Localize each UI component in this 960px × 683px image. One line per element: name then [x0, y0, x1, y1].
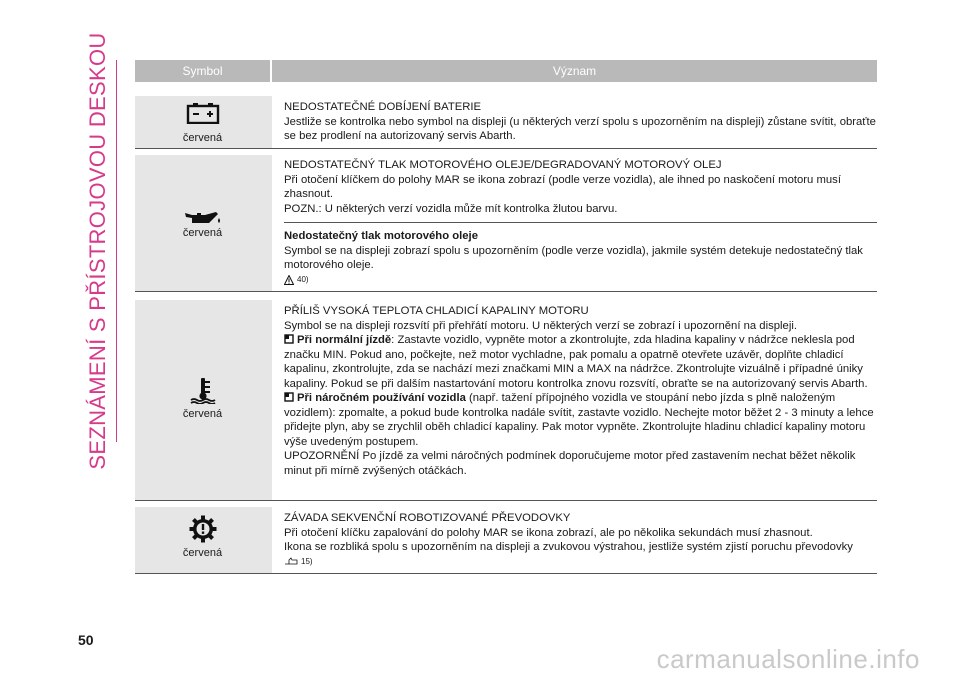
oil-can-icon [135, 210, 270, 226]
reference-number: 15) [301, 556, 313, 566]
symbol-cell [135, 507, 270, 573]
row-warning: UPOZORNĚNÍ Po jízdě za velmi náročných podmínek doporučujeme motor před zastavením nechat běžet několik minut při mírně zvýšených otáčkách. [284, 450, 856, 477]
bullet-title: Při náročném používání vozidla [297, 392, 466, 404]
color-label: červená [182, 408, 223, 420]
battery-icon [135, 102, 270, 124]
side-divider-line [116, 60, 117, 442]
bullet-text: : Zastavte vozidlo, vypněte motor a zkontrolujte, zda hladina kapaliny v nádržce neklesla pod značku MIN. Pokud ano, počkejte, než motor vychladne, pak pomalu a opatrně otevřete uzávěr, doplňte chladicí kapalinu, zkontrolujte, zda se nachází mezi značkami MIN a MAX na nádržce. Zkontrolujte vizuálně i případné úniky kapaliny. Pokud se při dalším nastartování motoru kontrolka znovu rozsvítí, obraťte se na autorizovaný servis Abarth. [284, 334, 868, 390]
bullet-text: (např. tažení přípojného vozidla ve stoupání nebo jízda s plně naloženým vozidlem): zpomalte, a pokud bude kontrolka nadále svítit, zastavte vozidlo. Nechejte motor běžet 2 - 3 minuty a lehce přidejte plyn, aby se zrychlil oběh chladicí kapaliny. Pak motor vypněte. Zkontrolujte hladinu chladicí kapaliny motoru výše uvedeným postupem. [284, 392, 874, 448]
row-text: Symbol se na displeji rozsvítí při přehřátí motoru. U některých verzí se zobrazí i upozornění na displeji. [284, 319, 797, 332]
table-header [135, 60, 877, 82]
meaning-cell [272, 96, 877, 148]
table-row-battery [135, 96, 877, 149]
row-title: PŘÍLIŠ VYSOKÁ TEPLOTA CHLADICÍ KAPALINY MOTORU [284, 305, 589, 317]
bullet-title: Při normální jízdě [297, 334, 392, 346]
symbol-cell [135, 300, 270, 500]
meaning-cell [272, 300, 877, 500]
watermark: carmanualsonline.info [656, 644, 920, 674]
row-text: Jestliže se kontrolka nebo symbol na displeji (u některých verzí spolu s upozorněním na displeji) zůstane svítit, obraťte se bez prodlení na autorizovaný servis Abarth. [284, 115, 876, 142]
bullet-heavy-use [284, 391, 877, 449]
reference [284, 275, 877, 285]
row-text: Při otočení klíčku zapalování do polohy MAR se ikona zobrazí, ale po několika sekundách musí zhasnout. [284, 526, 813, 539]
color-label: červená [182, 547, 223, 559]
table-row-coolant [135, 300, 877, 501]
bullet-normal-driving [284, 333, 877, 391]
row-text-2: Ikona se rozbliká spolu s upozorněním na displeji a zvukovou výstrahou, jestliže systém zjistí poruchu převodovky [284, 541, 853, 553]
meaning-cell [272, 155, 877, 291]
header-symbol: Symbol [182, 64, 223, 78]
color-label: červená [182, 227, 223, 239]
reference [284, 557, 877, 566]
row-title: NEDOSTATEČNÝ TLAK MOTOROVÉHO OLEJE/DEGRADOVANÝ MOTOROVÝ OLEJ [284, 159, 722, 171]
reference-number: 40) [297, 275, 309, 284]
sub-text: Symbol se na displeji zobrazí spolu s upozorněním (podle verze vozidla), jakmile systém detekuje nedostatečný tlak motorového oleje. [284, 244, 863, 271]
row-title: NEDOSTATEČNÉ DOBÍJENÍ BATERIE [284, 101, 482, 113]
color-label: červená [182, 132, 223, 144]
hand-pointer-icon [284, 557, 298, 566]
table-row-oil-pressure [135, 155, 877, 292]
symbol-cell [135, 96, 270, 148]
side-chapter-title [85, 32, 110, 470]
table-row-gearbox [135, 507, 877, 574]
row-title: ZÁVADA SEKVENČNÍ ROBOTIZOVANÉ PŘEVODOVKY [284, 512, 571, 524]
header-meaning: Význam [270, 60, 877, 82]
bullet-icon [284, 392, 294, 402]
sub-section [284, 222, 877, 285]
page-number: 50 [78, 632, 94, 648]
coolant-temperature-icon [135, 376, 270, 404]
meaning-cell [272, 507, 877, 573]
row-note: POZN.: U některých verzí vozidla může mít kontrolka žlutou barvu. [284, 202, 618, 215]
row-text: Při otočení klíčkem do polohy MAR se ikona zobrazí (podle verze vozidla), ale ihned po naskočení motoru musí zhasnout. [284, 173, 841, 200]
warning-lights-table [135, 60, 877, 566]
symbol-cell [135, 155, 270, 291]
sub-title: Nedostatečný tlak motorového oleje [284, 230, 478, 242]
gear-warning-icon [135, 515, 270, 543]
bullet-icon [284, 334, 294, 344]
warning-triangle-icon [284, 275, 294, 285]
side-chapter-title-text: SEZNÁMENÍ S PŘÍSTROJOVOU DESKOU [85, 32, 110, 470]
